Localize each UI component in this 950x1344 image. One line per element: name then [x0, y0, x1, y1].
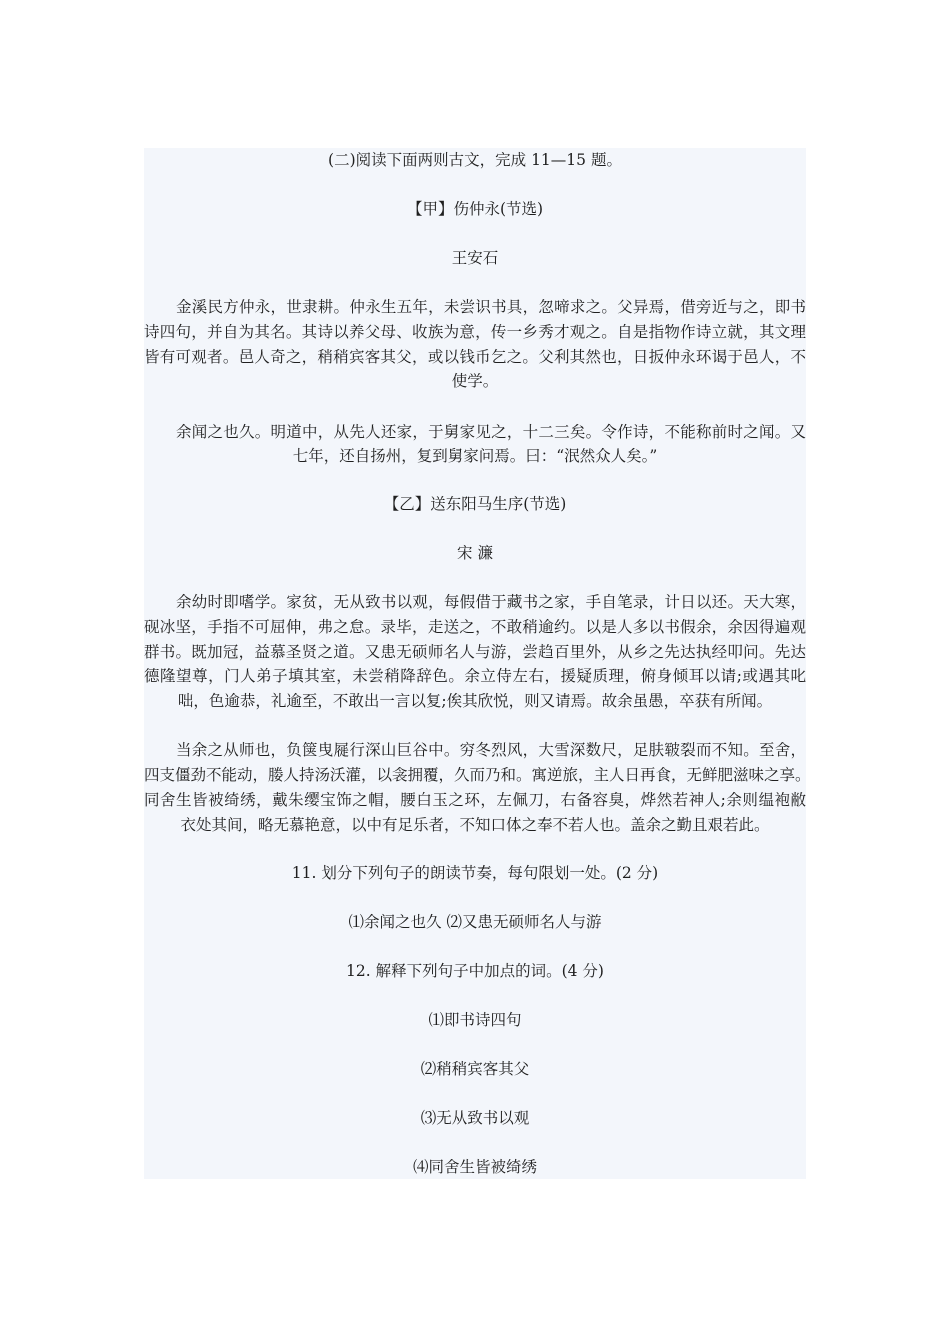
text-b-para2-line: 当余之从师也，负箧曳屣行深山巨谷中。穷冬烈风，大雪深数尺，足肤皲裂而不知。至舍，: [176, 741, 806, 759]
text-a-para1-line: 皆有可观者。邑人奇之，稍稍宾客其父，或以钱币乞之。父利其然也，日扳仲永环谒于邑人，不: [144, 348, 806, 366]
text-b-para1-line: 余幼时即嗜学。家贫，无从致书以观，每假借于藏书之家，手自笔录，计日以还。天大寒，: [176, 593, 806, 611]
question-11-items: ⑴余闻之也久 ⑵又患无硕师名人与游: [348, 913, 602, 931]
question-11: 11. 划分下列句子的朗读节奏，每句限划一处。(2 分): [291, 864, 659, 882]
text-b-para1-line: 群书。既加冠，益慕圣贤之道。又患无硕师名人与游，尝趋百里外，从乡之先达执经叩问。先达: [144, 643, 806, 661]
section-intro: (二)阅读下面两则古文，完成 11—15 题。: [328, 151, 622, 169]
question-12-item: ⑴即书诗四句: [428, 1011, 522, 1029]
text-b-para2-line: 衣处其间，略无慕艳意，以中有足乐者，不知口体之奉不若人也。盖余之勤且艰若此。: [180, 816, 770, 834]
text-a-para2-line: 余闻之也久。明道中，从先人还家，于舅家见之，十二三矣。令作诗，不能称前时之闻。又: [176, 423, 806, 441]
text-a-para2-line: 七年，还自扬州，复到舅家问焉。曰：“泯然众人矣。”: [292, 447, 658, 465]
question-12-item: ⑵稍稍宾客其父: [420, 1060, 530, 1078]
text-b-para1-line: 砚冰坚，手指不可屈伸，弗之怠。录毕，走送之，不敢稍逾约。以是人多以书假余，余因得遍观: [144, 618, 806, 636]
text-b-title: 【乙】送东阳马生序(节选): [383, 495, 567, 513]
text-a-title: 【甲】伤仲永(节选): [406, 200, 544, 218]
text-a-author: 王安石: [451, 249, 499, 267]
text-a-para1-line: 使学。: [451, 372, 499, 390]
text-b-para2-line: 四支僵劲不能动，媵人持汤沃灌，以衾拥覆，久而乃和。寓逆旅，主人日再食，无鲜肥滋味之享。: [144, 766, 811, 784]
text-a-para1-line: 金溪民方仲永，世隶耕。仲永生五年，未尝识书具，忽啼求之。父异焉，借旁近与之，即书: [176, 298, 806, 316]
text-b-para1-line: 咄，色逾恭，礼逾至，不敢出一言以复;俟其欣悦，则又请焉。故余虽愚，卒获有所闻。: [177, 692, 773, 710]
question-12-item: ⑶无从致书以观: [420, 1109, 530, 1127]
text-a-para1-line: 诗四句，并自为其名。其诗以养父母、收族为意，传一乡秀才观之。自是指物作诗立就，其文理: [144, 323, 806, 341]
text-b-para2-line: 同舍生皆被绮绣，戴朱缨宝饰之帽，腰白玉之环，左佩刀，右备容臭，烨然若神人;余则缊袍敝: [144, 791, 806, 809]
question-12: 12. 解释下列句子中加点的词。(4 分): [346, 962, 604, 980]
text-b-author: 宋 濂: [457, 544, 493, 562]
text-b-para1-line: 德隆望尊，门人弟子填其室，未尝稍降辞色。余立侍左右，援疑质理，俯身倾耳以请;或遇其叱: [144, 667, 806, 685]
question-12-item: ⑷同舍生皆被绮绣: [412, 1158, 537, 1176]
